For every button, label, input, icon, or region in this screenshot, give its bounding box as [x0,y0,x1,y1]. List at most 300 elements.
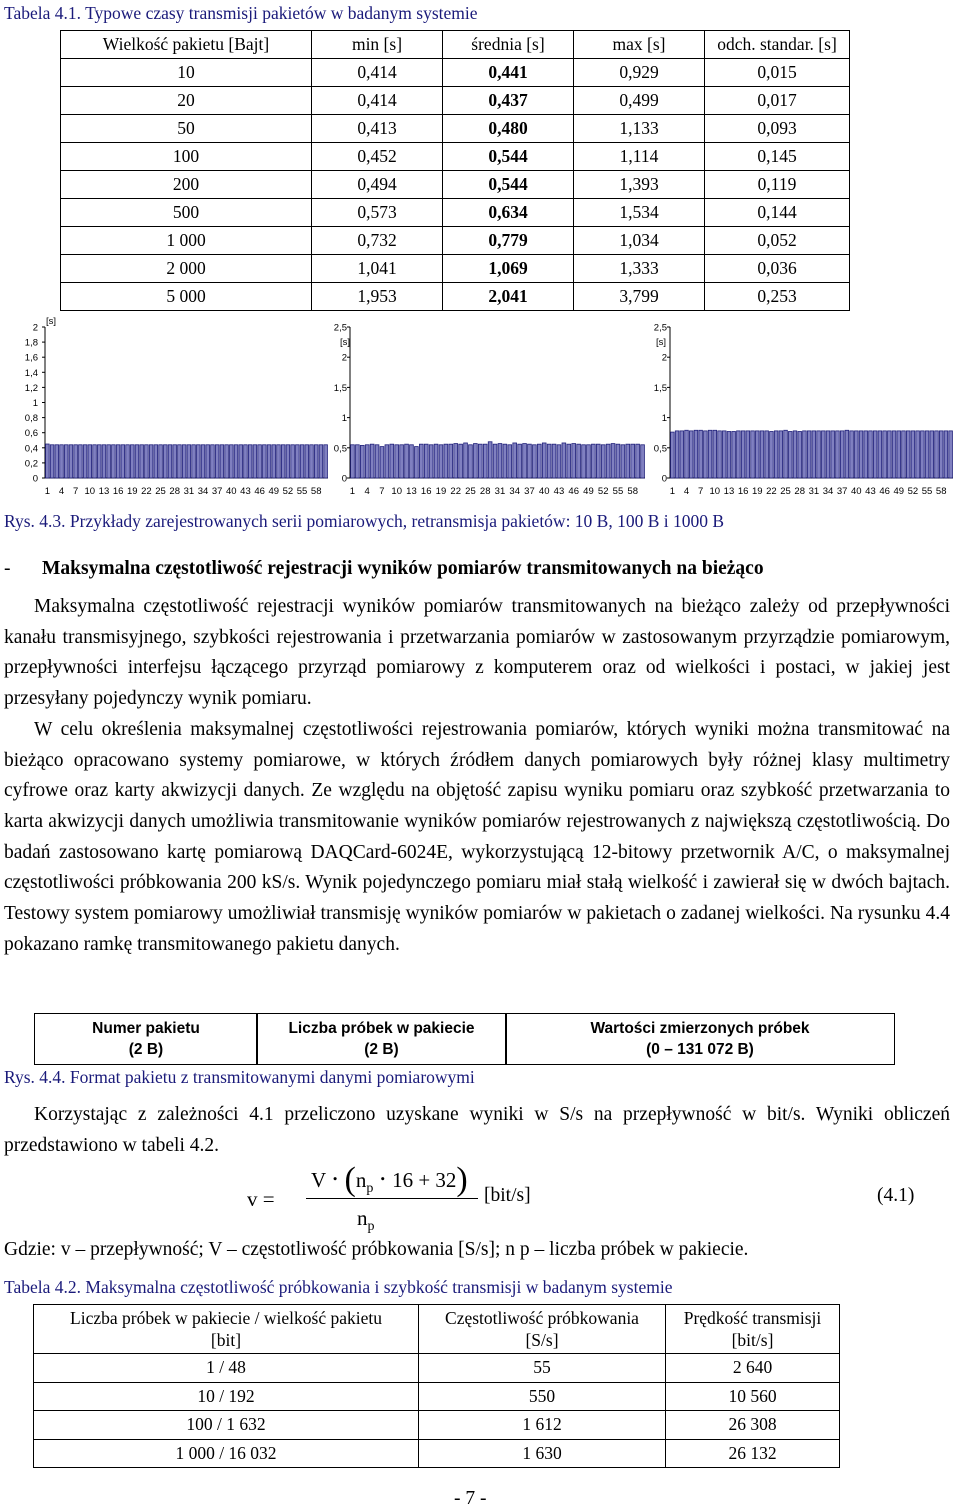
y-tick-label: 0 [32,473,38,485]
bar [537,444,541,478]
table-cell: 0,929 [574,59,705,87]
bar [314,445,318,478]
header-line: [bit/s] [731,1330,774,1350]
table-cell: 2 640 [666,1354,840,1383]
bar [533,445,537,478]
bar [360,445,364,478]
bar [864,431,868,478]
bar [793,431,797,478]
bar [944,431,948,478]
bar [727,431,731,478]
bar [567,444,571,478]
x-tick-label: 58 [935,486,947,497]
table-row [34,1411,840,1440]
paragraph: Maksymalna częstotliwość rejestracji wyników pomiarów transmitowanych na bieżąco zależy od przepływności kanału transmisyjnego, szybkości rejestrowania i przetwarzania pomiarów w zastosowanym przyrządzie pomiarowym, przepływności interfejsu łączącego przyrząd pomiarowy z komputerem oraz od wielkości i postaci, w jakiej jest przesyłany pojedynczy wynik pomiaru. [4,596,950,710]
bar [845,430,849,478]
bar [562,443,566,478]
bar [746,431,750,478]
y-tick-label: 1 [661,413,667,425]
bar [410,445,414,478]
bar [732,431,736,478]
x-tick-label: 49 [893,486,905,497]
x-tick-label: 16 [112,486,124,497]
x-tick-label: 31 [183,486,195,497]
frame-cell-line: Wartości zmierzonych próbek [590,1020,810,1037]
x-tick-label: 19 [126,486,138,497]
bar [112,445,116,478]
bar [493,444,497,478]
x-tick-label: 40 [538,486,550,497]
bar [488,442,492,478]
bar [577,444,581,478]
bar [798,431,802,478]
table-cell: 0,494 [312,171,443,199]
y-tick-label: 0,5 [333,443,347,455]
table-cell: 0,779 [443,227,574,255]
bar [606,444,610,478]
bar [415,447,419,478]
y-axis-label: [s] [46,316,57,327]
bar [444,444,448,478]
x-tick-label: 58 [310,486,322,497]
table-cell: 5 000 [61,283,312,311]
x-tick-label: 13 [98,486,110,497]
bar [50,445,54,478]
bar [296,445,300,478]
fraction-bar [306,1198,478,1199]
bar [419,444,423,478]
header-line: Liczba próbek w pakiecie / wielkość pakietu [70,1308,382,1328]
bar [178,445,182,478]
bar [888,431,892,478]
bar [375,445,379,478]
frame-cell-line: (2 B) [128,1041,164,1058]
y-tick-label: 1,2 [24,382,38,394]
bar [641,445,645,478]
bar [855,431,859,478]
bar [523,444,527,478]
bar [46,444,50,478]
x-tick-label: 10 [84,486,96,497]
bar [751,431,755,478]
x-tick-label: 28 [479,486,491,497]
table-row [34,1439,840,1468]
x-tick-label: 28 [794,486,805,497]
bar [685,430,689,478]
heading-dash: - [4,558,11,579]
table-cell: 1,114 [574,143,705,171]
table-cell: 20 [61,87,312,115]
bar [135,445,139,478]
frame-caption: Rys. 4.4. Format pakietu z transmitowanymi danymi pomiarowymi [4,1067,475,1087]
x-tick-label: 1 [669,486,676,497]
bar [154,445,158,478]
table-cell: 1,034 [574,227,705,255]
table-cell: 0,253 [705,283,850,311]
bar [390,444,394,478]
bar [718,431,722,478]
x-tick-label: 46 [879,486,890,497]
table-cell: 550 [419,1382,666,1411]
table1-caption: Tabela 4.1. Typowe czasy transmisji pakietów w badanym systemie [4,3,478,23]
x-tick-label: 52 [597,486,609,497]
formula-denominator [357,1206,375,1235]
bar [826,431,830,478]
table-row [34,1382,840,1411]
table-cell: 0,145 [705,143,850,171]
bar [542,443,546,478]
bar [817,431,821,478]
bar [88,445,92,478]
body-text [4,592,950,960]
bar [74,445,78,478]
bar [145,445,149,478]
bar [225,445,229,478]
x-tick-label: 43 [240,486,251,497]
table-cell: 0,017 [705,87,850,115]
chart-1000b [650,315,955,510]
y-tick-label: 0,5 [653,443,667,455]
table1-header-cell: średnia [s] [443,31,574,59]
bar [708,430,712,478]
bar [116,445,120,478]
table-cell: 50 [61,115,312,143]
table-cell: 0,119 [705,171,850,199]
body-text-2 [4,1100,950,1161]
bar [878,431,882,478]
table-row [34,1354,840,1383]
bar [102,445,106,478]
y-tick-label: 1,8 [24,337,38,349]
bar [163,445,167,478]
table-cell: 1,534 [574,199,705,227]
bar [582,445,586,478]
bar [935,431,939,478]
table1-header-cell: max [s] [574,31,705,59]
bar [459,444,463,478]
table-cell: 0,573 [312,199,443,227]
bar [939,431,943,478]
table-cell: 0,414 [312,59,443,87]
bar [592,444,596,478]
table-cell: 1 612 [419,1411,666,1440]
bar [755,431,759,478]
table-cell: 0,144 [705,199,850,227]
table1-header-cell: min [s] [312,31,443,59]
header-line: [bit] [210,1330,242,1350]
table-cell: 0,452 [312,143,443,171]
bar [69,445,73,478]
bar [587,445,591,478]
table2-caption: Tabela 4.2. Maksymalna częstotliwość próbkowania i szybkość transmisji w badanym systemie [4,1277,673,1297]
bar [60,445,64,478]
formula-lhs: v = [247,1187,275,1211]
table-row [61,255,850,283]
x-tick-label: 22 [141,486,152,497]
x-tick-label: 55 [921,486,933,497]
table-row [61,59,850,87]
x-tick-label: 13 [723,486,735,497]
bar [405,444,409,478]
formula-v: V [311,1168,326,1192]
x-tick-label: 7 [73,486,79,497]
bar [97,445,101,478]
y-tick-label: 2,5 [653,322,667,334]
y-axis-label: [s] [656,337,667,348]
x-tick-label: 25 [780,486,791,497]
bar [916,431,920,478]
bar [215,445,219,478]
bar [596,444,600,478]
x-tick-label: 10 [709,486,721,497]
frame-cell-line: Liczba próbek w pakiecie [288,1020,475,1037]
x-tick-label: 25 [465,486,476,497]
table-cell: 0,499 [574,87,705,115]
bar [616,444,620,478]
bar [291,445,295,478]
formula-rest: 16 + 32 [392,1168,457,1192]
bar [892,431,896,478]
bar [449,444,453,478]
x-tick-label: 40 [226,486,237,497]
formula-np-sub: p [366,1181,374,1197]
x-tick-label: 49 [268,486,280,497]
bar [694,430,698,478]
bar [925,431,929,478]
bar [248,445,252,478]
x-tick-label: 43 [865,486,876,497]
bar [911,431,915,478]
bar [704,431,708,478]
x-tick-label: 16 [737,486,749,497]
x-tick-label: 40 [851,486,862,497]
bar [474,444,478,478]
table-cell: 1,953 [312,283,443,311]
heading-text: Maksymalna częstotliwość rejestracji wyników pomiarów transmitowanych na bieżąco [42,558,764,579]
formula-np: n [355,1168,367,1192]
bar [873,431,877,478]
bar [713,430,717,478]
x-tick-label: 34 [822,486,834,497]
x-tick-label: 19 [751,486,763,497]
bar [187,445,191,478]
x-tick-label: 13 [406,486,417,497]
bar [869,431,873,478]
bar [621,445,625,478]
table1-header-cell: odch. standar. [s] [705,31,850,59]
x-tick-label: 58 [627,486,638,497]
bar [286,445,290,478]
bar [601,445,605,478]
table-cell: 0,093 [705,115,850,143]
table-row [61,87,850,115]
table-cell: 1 630 [419,1439,666,1468]
x-tick-label: 1 [349,486,356,497]
bar [93,445,97,478]
bar [173,445,177,478]
bar [788,431,792,478]
bar [201,445,205,478]
x-tick-label: 37 [211,486,223,497]
bar [434,444,438,478]
header-line: Częstotliwość próbkowania [445,1308,639,1328]
bar [503,444,507,478]
bar [121,445,125,478]
bar [130,445,134,478]
table-cell: 1 000 [61,227,312,255]
bar [400,445,404,478]
bar [631,444,635,478]
table-cell: 0,544 [443,143,574,171]
table-cell: 100 [61,143,312,171]
bar [230,445,234,478]
y-tick-label: 1,5 [653,382,667,394]
bar [859,431,863,478]
y-tick-label: 0,8 [24,413,38,425]
bar [159,445,163,478]
y-tick-label: 2 [661,352,667,364]
y-tick-label: 0,4 [24,443,38,455]
bar [508,445,512,478]
table-cell: 0,015 [705,59,850,87]
y-tick-label: 0 [341,473,347,485]
chart-100b [330,315,650,510]
x-tick-label: 52 [282,486,294,497]
bar [636,444,640,478]
bar [253,445,257,478]
table-cell: 2,041 [443,283,574,311]
frame-cell-packet-number [34,1013,258,1065]
bar [906,431,910,478]
bar [883,431,887,478]
x-tick-label: 31 [808,486,820,497]
bar [79,445,83,478]
frame-cell-line: (0 – 131 072 B) [646,1041,754,1058]
table1-header-cell: Wielkość pakietu [Bajt] [61,31,312,59]
table2-header-cell [34,1305,419,1354]
table-cell: 1 / 48 [34,1354,419,1383]
paragraph: W celu określenia maksymalnej częstotliwości rejestrowania pomiarów, których wyniki można transmitować na bieżąco opracowano systemy pomiarowe, w których źródłem danych pomiarowych były różnej klasy multimetry cyfrowe oraz karty akwizycji danych. Ze względu na objętość zapisu wyniku pomiaru oraz szybkość przetwarzania to karta akwizycji danych umożliwia transmitowanie wyników pomiarów rejestrowanych z największą częstotliwością. Do badań zastosowano kartę pomiarową DAQCard-6024E, wykorzystującą 12-bitowy przetwornik A/C, o maksymalnej częstotliwości próbkowania 200 kS/s. Wynik pojedynczego pomiaru miał stałą wielkość i zawierał się w dwóch bajtach. Testowy system pomiarowy umożliwiał transmisję wyników pomiarów w pakietach o zadanej wielkości. Na rysunku 4.4 pokazano ramkę transmitowanego pakietu danych. [4,718,950,955]
frame-cell-line: (2 B) [364,1041,399,1058]
table-cell: 26 132 [666,1439,840,1468]
bar [424,444,428,478]
table2-header-cell [419,1305,666,1354]
formula-den-n: n [357,1206,368,1230]
table-row [61,115,850,143]
x-tick-label: 46 [254,486,265,497]
bar [840,431,844,478]
x-tick-label: 22 [450,486,461,497]
table-cell: 10 [61,59,312,87]
bar [206,445,210,478]
bar [930,431,934,478]
bar [370,444,374,478]
y-tick-label: 0 [661,473,667,485]
table-cell: 0,036 [705,255,850,283]
bar [267,445,271,478]
x-tick-label: 34 [197,486,209,497]
bar [239,445,243,478]
x-tick-label: 4 [58,486,65,497]
y-tick-label: 1,4 [24,367,38,379]
bar [770,431,774,478]
table-cell: 0,414 [312,87,443,115]
bar [305,445,309,478]
table-cell: 0,732 [312,227,443,255]
table-cell: 0,437 [443,87,574,115]
table-cell: 1,333 [574,255,705,283]
paragraph: Korzystając z zależności 4.1 przeliczono uzyskane wyniki w S/s na przepływność w bit/s. Wyniki obliczeń przedstawiono w tabeli 4.2. [4,1104,950,1156]
table1-header-row [61,31,850,59]
section-heading [4,558,764,580]
y-axis-label: [s] [340,337,351,348]
table-cell: 26 308 [666,1411,840,1440]
bar [902,431,906,478]
bar [671,432,675,478]
bar [281,445,285,478]
table2-header-row [34,1305,840,1354]
chart-1000b-svg [650,315,955,505]
x-tick-label: 16 [420,486,432,497]
y-tick-label: 1 [341,413,347,425]
table-cell: 1 000 / 16 032 [34,1439,419,1468]
bar [395,445,399,478]
y-tick-label: 2 [32,322,38,334]
bar [220,445,224,478]
chart-10b [0,315,330,510]
x-tick-label: 52 [907,486,919,497]
bar [351,445,355,478]
y-tick-label: 2,5 [333,322,347,334]
bar [611,444,615,478]
bar [528,444,532,478]
bar [469,445,473,478]
figure-caption: Rys. 4.3. Przykłady zarejestrowanych serii pomiarowych, retransmisja pakietów: 10 B, 100 B i 1000 B [4,511,725,531]
bar [244,445,248,478]
bar [722,431,726,478]
table-cell: 55 [419,1354,666,1383]
x-tick-label: 55 [612,486,624,497]
frame-cell-sample-count [256,1013,507,1065]
table-cell: 0,052 [705,227,850,255]
y-tick-label: 0,6 [24,428,38,440]
x-tick-label: 37 [524,486,535,497]
y-tick-label: 2 [341,352,347,364]
bar [300,445,304,478]
bar [211,445,215,478]
table-cell: 0,413 [312,115,443,143]
bar [310,445,314,478]
bar [192,445,196,478]
bar [464,443,468,478]
formula [0,1156,960,1236]
x-tick-label: 31 [494,486,506,497]
bar [807,431,811,478]
bar [675,431,679,478]
x-tick-label: 46 [568,486,579,497]
bar [478,444,482,478]
table-cell: 0,480 [443,115,574,143]
y-tick-label: 0,2 [24,458,38,470]
bar [774,431,778,478]
y-tick-label: 1,6 [24,352,38,364]
bar [83,445,87,478]
bar [365,445,369,478]
y-tick-label: 1,5 [333,382,347,394]
bar [454,444,458,478]
header-line: [S/s] [525,1330,559,1350]
frame-cell-line: Numer pakietu [92,1020,200,1037]
